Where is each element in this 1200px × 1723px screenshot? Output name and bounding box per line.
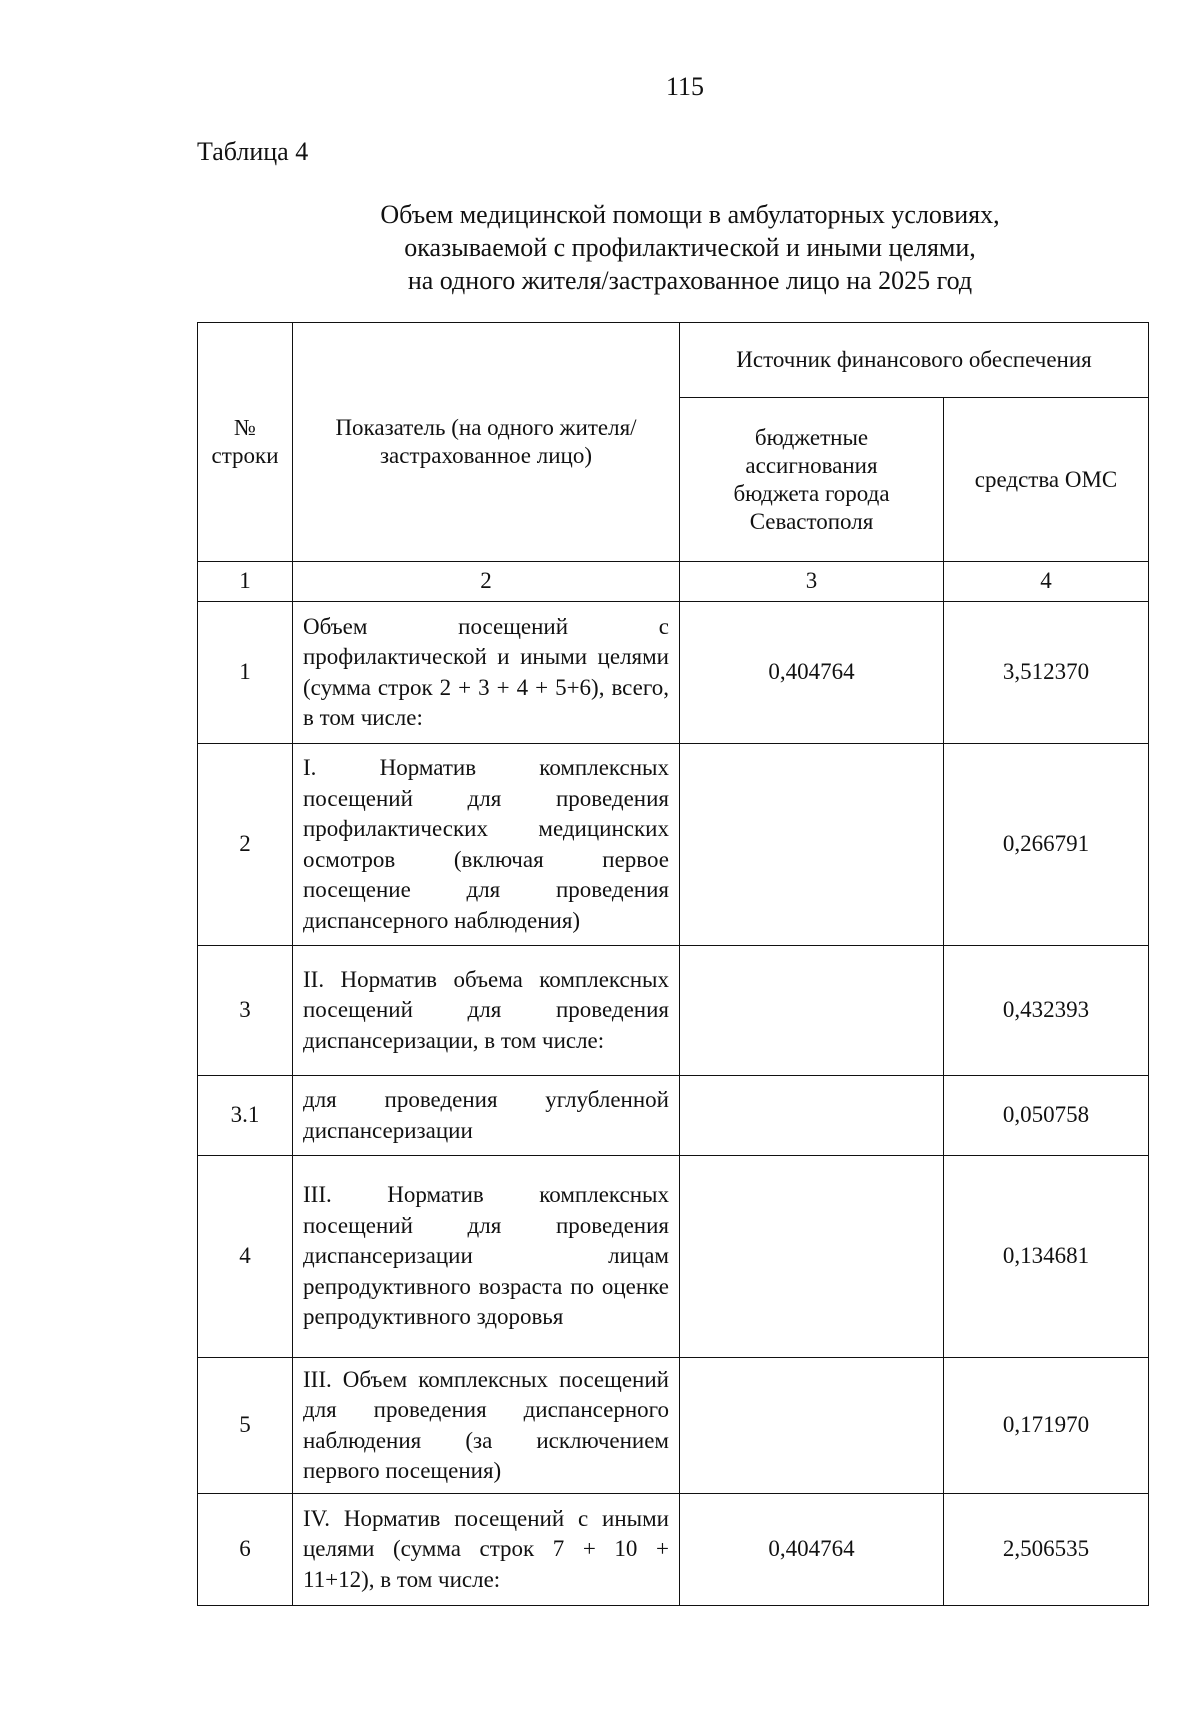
column-number: 1 bbox=[198, 562, 293, 602]
page-number: 115 bbox=[665, 72, 705, 101]
budget-value bbox=[680, 1156, 944, 1358]
row-number: 3.1 bbox=[198, 1076, 293, 1156]
column-number: 2 bbox=[293, 562, 680, 602]
budget-value bbox=[680, 744, 944, 946]
header-funding-source: Источник финансового обеспечения bbox=[680, 323, 1149, 398]
indicator-cell: III. Объем комплексных посещений для проведения диспансерного наблюдения (за исключением первого посещения) bbox=[293, 1358, 680, 1494]
indicator-cell: IV. Норматив посещений с иными целями (сумма строк 7 + 10 + 11+12), в том числе: bbox=[293, 1494, 680, 1606]
budget-value: 0,404764 bbox=[680, 602, 944, 744]
budget-value: 0,404764 bbox=[680, 1494, 944, 1606]
indicator-cell: II. Норматив объема комплексных посещений для проведения диспансеризации, в том числе: bbox=[293, 946, 680, 1076]
indicator-cell: для проведения углубленной диспансеризации bbox=[293, 1076, 680, 1156]
oms-value: 2,506535 bbox=[944, 1494, 1149, 1606]
header-indicator: Показатель (на одного жителя/застрахованное лицо) bbox=[293, 323, 680, 562]
row-number: 1 bbox=[198, 602, 293, 744]
indicator-cell: III. Норматив комплексных посещений для проведения диспансеризации лицам репродуктивного возраста по оценке репродуктивного здоровья bbox=[293, 1156, 680, 1358]
indicator-cell: I. Норматив комплексных посещений для проведения профилактических медицинских осмотров (включая первое посещение для проведения диспансерного наблюдения) bbox=[293, 744, 680, 946]
oms-value: 3,512370 bbox=[944, 602, 1149, 744]
title-line: Объем медицинской помощи в амбулаторных условиях, bbox=[380, 200, 1000, 229]
column-number: 3 bbox=[680, 562, 944, 602]
oms-value: 0,171970 bbox=[944, 1358, 1149, 1494]
volume-table bbox=[197, 322, 1149, 1606]
row-number: 3 bbox=[198, 946, 293, 1076]
oms-value: 0,266791 bbox=[944, 744, 1149, 946]
column-number: 4 bbox=[944, 562, 1149, 602]
header-budget: бюджетные ассигнования бюджета города Севастополя bbox=[680, 398, 944, 562]
header-oms: средства ОМС bbox=[944, 398, 1149, 562]
oms-value: 0,134681 bbox=[944, 1156, 1149, 1358]
row-number: 4 bbox=[198, 1156, 293, 1358]
title-line: оказываемой с профилактической и иными целями, bbox=[404, 233, 976, 262]
oms-value: 0,432393 bbox=[944, 946, 1149, 1076]
budget-value bbox=[680, 1358, 944, 1494]
row-number: 2 bbox=[198, 744, 293, 946]
oms-value: 0,050758 bbox=[944, 1076, 1149, 1156]
row-number: 5 bbox=[198, 1358, 293, 1494]
budget-value bbox=[680, 1076, 944, 1156]
row-number: 6 bbox=[198, 1494, 293, 1606]
title-line: на одного жителя/застрахованное лицо на 2025 год bbox=[407, 266, 973, 295]
indicator-cell: Объем посещений с профилактической и иными целями (сумма строк 2 + 3 + 4 + 5+6), всего, в том числе: bbox=[293, 602, 680, 744]
table-label: Таблица 4 bbox=[197, 137, 309, 166]
document-title bbox=[290, 198, 1090, 297]
header-row-number: № строки bbox=[198, 323, 293, 562]
budget-value bbox=[680, 946, 944, 1076]
